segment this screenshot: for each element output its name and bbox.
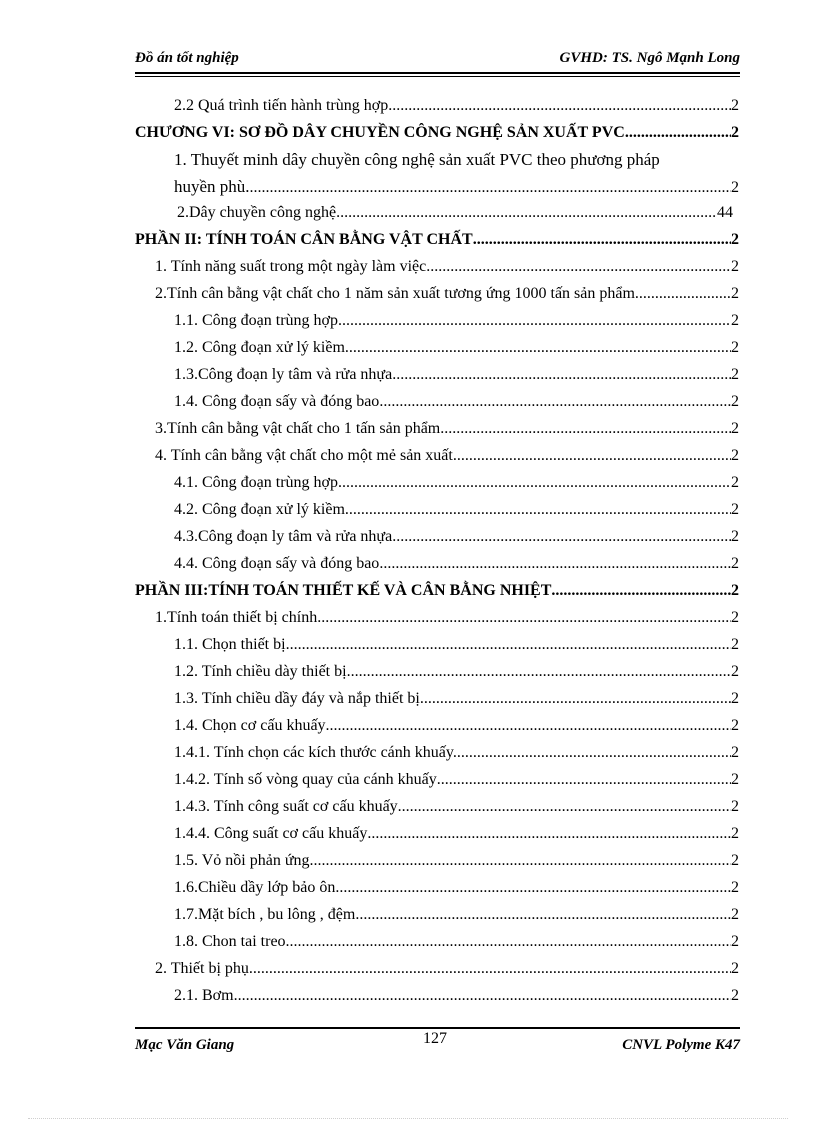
footer-rule <box>135 1027 740 1029</box>
toc-entry-page: 2 <box>731 582 739 599</box>
leader-dots <box>326 717 731 735</box>
toc-entry-page: 2 <box>731 987 739 1004</box>
leader-dots <box>339 879 731 897</box>
leader-dots <box>430 258 731 276</box>
toc-entry-title: 1.4.1. Tính chọn các kích thước cánh khuấy. <box>174 744 457 761</box>
toc-entry <box>174 339 739 361</box>
leader-dots <box>440 420 731 438</box>
toc-entry-title: 2.Dây chuyền công nghệ. <box>177 204 341 221</box>
toc-entry-title: 1. Tính năng suất trong một ngày làm việc. <box>155 258 431 275</box>
toc-entry <box>174 933 739 955</box>
leader-dots <box>392 528 731 546</box>
toc-entry-page: 2 <box>731 393 739 410</box>
toc-entry <box>174 528 739 550</box>
leader-dots <box>309 852 731 870</box>
toc-entry-page: 2 <box>731 690 739 707</box>
leader-dots <box>457 744 731 762</box>
leader-dots <box>392 366 731 384</box>
leader-dots <box>379 555 731 573</box>
leader-dots <box>398 798 731 816</box>
toc-entry-title: 4.2. Công đoạn xử lý kiềm <box>174 501 345 518</box>
toc-entry-title: 1.1. Chọn thiết bị <box>174 636 286 653</box>
toc-entry <box>155 960 739 982</box>
toc-entry-title: 1.3.Công đoạn ly tâm và rửa nhựa <box>174 366 393 383</box>
toc-entry <box>155 258 739 280</box>
toc-entry-title: CHƯƠNG VI: SƠ ĐỒ DÂY CHUYỀN CÔNG NGHỆ SẢN XUẤT PVC <box>135 124 625 141</box>
toc-entry-page: 2 <box>731 501 739 518</box>
toc-entry <box>155 420 739 442</box>
toc-entry-title: 1.Tính toán thiết bị chính. <box>155 609 322 626</box>
toc-entry <box>174 852 739 874</box>
leader-dots <box>338 312 731 330</box>
leader-dots <box>355 906 731 924</box>
toc-entry-page: 2 <box>731 879 739 896</box>
toc-entry-title: 1.4.2. Tính số vòng quay của cánh khuấy <box>174 771 437 788</box>
footer-class: CNVL Polyme K47 <box>622 1037 740 1053</box>
toc-entry-title: 1.4. Công đoạn sấy và đóng bao <box>174 393 380 410</box>
toc-entry <box>174 636 739 658</box>
toc-entry <box>174 906 739 928</box>
toc-entry-page: 2 <box>731 798 739 815</box>
toc-entry <box>174 690 739 712</box>
toc-entry-title: 4.4. Công đoạn sấy và đóng bao <box>174 555 380 572</box>
toc-entry-page: 2 <box>731 960 739 977</box>
toc-entry <box>174 555 739 577</box>
toc-entry <box>177 204 733 226</box>
leader-dots <box>250 179 731 197</box>
toc-entry-title: 1. Thuyết minh dây chuyền công nghệ sản xuất PVC theo phương pháp <box>174 150 660 169</box>
leader-dots <box>338 474 731 492</box>
toc-entry <box>174 987 739 1009</box>
toc-entry <box>174 798 739 820</box>
page-edge-divider <box>28 1118 788 1119</box>
toc-entry-title: 1.2. Công đoạn xử lý kiềm <box>174 339 345 356</box>
toc-entry-title: 2.Tính cân bằng vật chất cho 1 năm sản xuất tương ứng 1000 tấn sản phẩm <box>155 285 635 302</box>
toc-entry <box>174 771 739 793</box>
toc-entry-title: 1.7.Mặt bích , bu lông , đệm <box>174 906 356 923</box>
toc-entry-continuation <box>174 177 739 199</box>
leader-dots <box>437 771 731 789</box>
header-thesis-title: Đồ án tốt nghiệp <box>135 50 239 66</box>
toc-entry-title: 1.4.4. Công suất cơ cấu khuấy <box>174 825 368 842</box>
leader-dots <box>635 285 731 303</box>
toc-entry-page: 2 <box>731 528 739 545</box>
toc-entry <box>174 97 739 119</box>
toc-entry-page: 2 <box>731 285 739 302</box>
leader-dots <box>345 501 731 519</box>
toc-entry <box>174 744 739 766</box>
leader-dots <box>340 204 717 222</box>
toc-entry <box>155 447 739 469</box>
toc-entry-page: 2 <box>731 179 739 196</box>
toc-entry-title: 1.3. Tính chiều dầy đáy và nắp thiết bị. <box>174 690 424 707</box>
leader-dots <box>321 609 731 627</box>
toc-entry-title: 1.5. Vỏ nồi phản ứng <box>174 852 310 869</box>
toc-entry-page: 2 <box>731 97 739 114</box>
toc-entry <box>155 609 739 631</box>
toc-entry-page: 2 <box>731 366 739 383</box>
leader-dots <box>625 124 731 142</box>
leader-dots <box>347 663 731 681</box>
toc-entry-title: 1.1. Công đoạn trùng hợp <box>174 312 339 329</box>
toc-entry-page: 2 <box>731 825 739 842</box>
toc-entry-page: 2 <box>731 744 739 761</box>
toc-entry-title: 3.Tính cân bằng vật chất cho 1 tấn sản phẩm <box>155 420 441 437</box>
toc-chapter-entry <box>135 124 739 146</box>
toc-entry <box>174 312 739 334</box>
toc-entry-title: PHẦN III:TÍNH TOÁN THIẾT KẾ VÀ CÂN BẰNG NHIỆT <box>135 582 552 599</box>
leader-dots <box>345 339 731 357</box>
toc-entry-page: 2 <box>731 663 739 680</box>
toc-entry-title: 1.8. Chon tai treo <box>174 933 286 950</box>
leader-dots <box>388 97 731 115</box>
toc-entry-title: 1.4. Chọn cơ cấu khuấy <box>174 717 326 734</box>
toc-entry-title: 4. Tính cân bằng vật chất cho một mẻ sản xuất <box>155 447 453 464</box>
toc-entry-page: 2 <box>731 447 739 464</box>
toc-entry-page: 2 <box>731 124 739 141</box>
toc-entry <box>174 825 739 847</box>
toc-entry-page: 2 <box>731 555 739 572</box>
toc-entry <box>155 285 739 307</box>
toc-part-entry <box>135 231 739 253</box>
toc-entry-title: 4.1. Công đoạn trùng hợp <box>174 474 339 491</box>
toc-entry-page: 2 <box>731 312 739 329</box>
leader-dots <box>379 393 731 411</box>
toc-entry-title: 1.4.3. Tính công suất cơ cấu khuấy <box>174 798 398 815</box>
toc-entry-page: 2 <box>731 339 739 356</box>
page-number: 127 <box>423 1030 447 1047</box>
leader-dots <box>234 987 731 1005</box>
toc-entry <box>174 501 739 523</box>
leader-dots <box>249 960 731 978</box>
toc-entry-title: 1.6.Chiều dầy lớp bảo ôn. <box>174 879 340 896</box>
leader-dots <box>367 825 731 843</box>
toc-part-entry <box>135 582 739 604</box>
leader-dots <box>473 231 731 249</box>
toc-entry <box>174 879 739 901</box>
toc-entry <box>174 717 739 739</box>
leader-dots <box>286 933 731 951</box>
toc-entry-title: huyền phù. <box>174 177 250 196</box>
toc-entry-page: 2 <box>731 771 739 788</box>
toc-entry <box>174 663 739 685</box>
leader-dots <box>286 636 731 654</box>
toc-entry <box>174 150 739 172</box>
toc-entry-title: 2.2 Quá trình tiến hành trùng hợp <box>174 97 389 114</box>
toc-entry-title: 4.3.Công đoạn ly tâm và rửa nhựa <box>174 528 393 545</box>
toc-entry-page: 44 <box>717 204 733 221</box>
toc-entry-page: 2 <box>731 636 739 653</box>
toc-entry-page: 2 <box>731 474 739 491</box>
toc-entry <box>174 474 739 496</box>
toc-entry-page: 2 <box>731 609 739 626</box>
toc-entry-title: 1.2. Tính chiều dày thiết bị <box>174 663 347 680</box>
toc-entry-page: 2 <box>731 420 739 437</box>
toc-entry-title: 2. Thiết bị phụ <box>155 960 249 977</box>
toc-entry-page: 2 <box>731 717 739 734</box>
toc-entry-page: 2 <box>731 258 739 275</box>
toc-entry-title: PHẦN II: TÍNH TOÁN CÂN BẰNG VẬT CHẤT <box>135 231 473 248</box>
toc-entry-page: 2 <box>731 231 739 248</box>
toc-entry-title: 2.1. Bơm <box>174 987 234 1004</box>
header-advisor: GVHD: TS. Ngô Mạnh Long <box>559 50 740 66</box>
leader-dots <box>453 447 731 465</box>
leader-dots <box>551 582 731 600</box>
toc-entry-page: 2 <box>731 933 739 950</box>
toc-entry-page: 2 <box>731 906 739 923</box>
toc-entry <box>174 366 739 388</box>
toc-entry <box>174 393 739 415</box>
leader-dots <box>424 690 731 708</box>
toc-entry-page: 2 <box>731 852 739 869</box>
footer-author: Mạc Văn Giang <box>135 1037 235 1053</box>
